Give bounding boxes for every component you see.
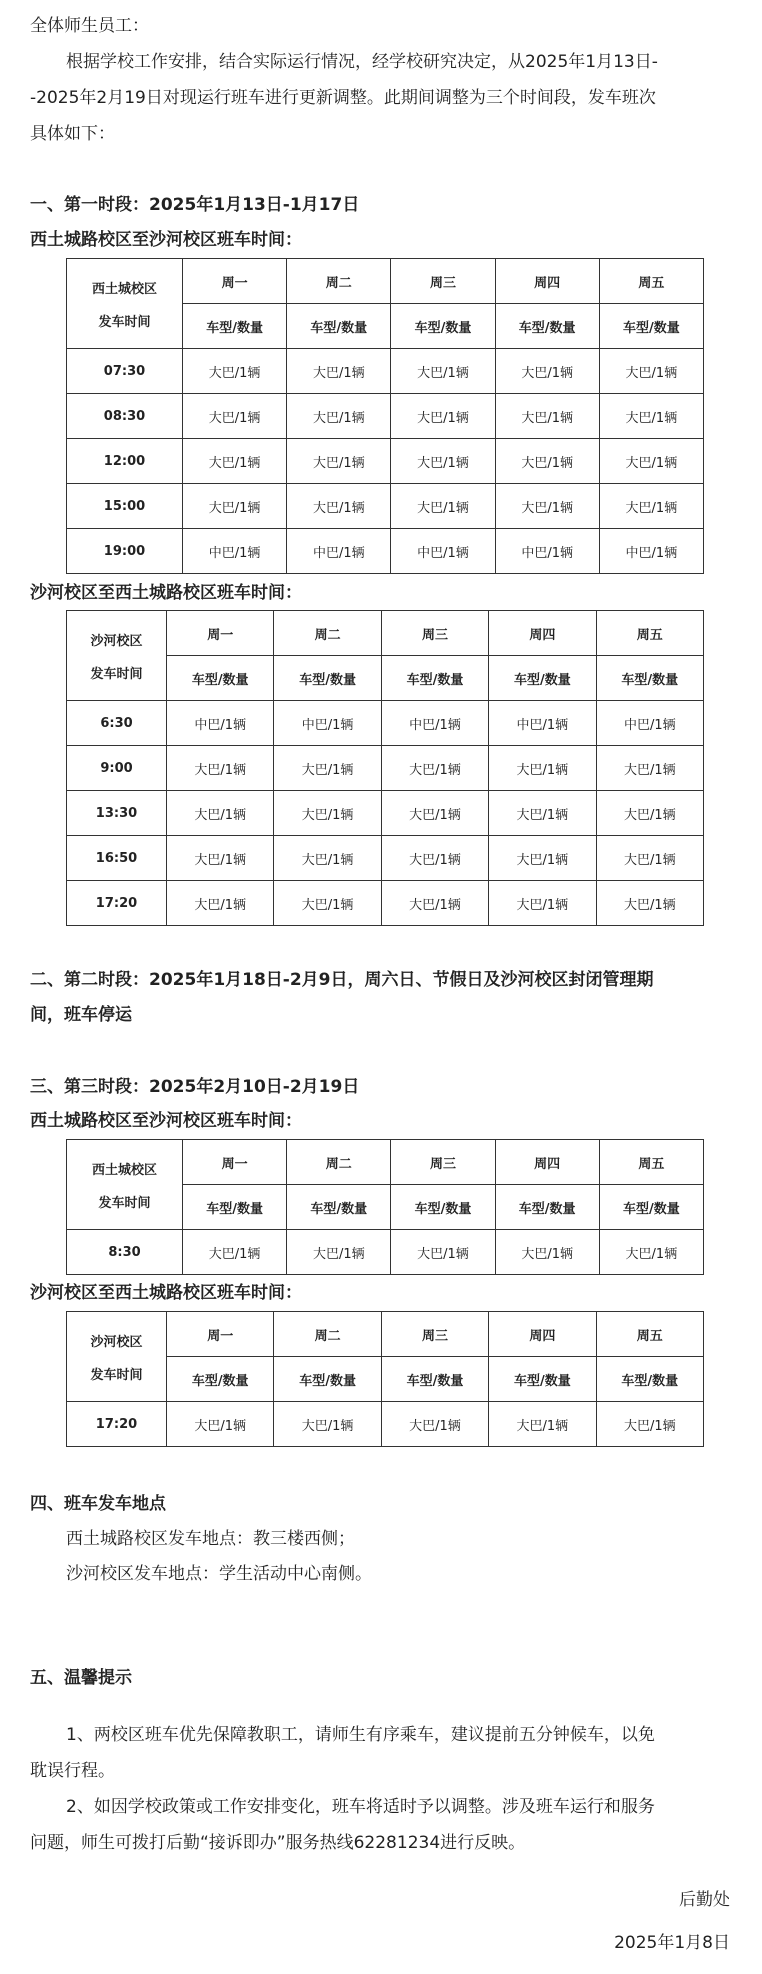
corner-bottom: 发车时间 <box>90 1367 143 1383</box>
vehicle-cell: 大巴/1辆 <box>596 836 703 881</box>
vehicle-cell: 中巴/1辆 <box>495 529 599 574</box>
subheader-cell: 车型/数量 <box>391 1185 495 1230</box>
table-row <box>67 836 704 881</box>
vehicle-cell: 中巴/1辆 <box>287 529 391 574</box>
corner-cell <box>67 1312 167 1402</box>
day-header: 周四 <box>489 611 596 656</box>
time-cell: 19:00 <box>67 529 183 574</box>
vehicle-cell: 中巴/1辆 <box>167 701 274 746</box>
vehicle-cell: 大巴/1辆 <box>391 1230 495 1275</box>
vehicle-cell: 大巴/1辆 <box>391 394 495 439</box>
subheader-cell: 车型/数量 <box>381 656 488 701</box>
vehicle-cell: 大巴/1辆 <box>274 746 381 791</box>
vehicle-cell: 大巴/1辆 <box>381 836 488 881</box>
vehicle-cell: 大巴/1辆 <box>381 791 488 836</box>
vehicle-cell: 大巴/1辆 <box>183 484 287 529</box>
vehicle-cell: 中巴/1辆 <box>391 529 495 574</box>
time-cell: 15:00 <box>67 484 183 529</box>
corner-cell <box>67 259 183 349</box>
vehicle-cell: 大巴/1辆 <box>599 394 703 439</box>
vehicle-cell: 大巴/1辆 <box>167 836 274 881</box>
vehicle-cell: 中巴/1辆 <box>489 701 596 746</box>
vehicle-cell: 大巴/1辆 <box>391 439 495 484</box>
vehicle-cell: 大巴/1辆 <box>274 1402 381 1447</box>
vehicle-cell: 大巴/1辆 <box>495 484 599 529</box>
subheader-cell: 车型/数量 <box>596 656 703 701</box>
time-cell: 6:30 <box>67 701 167 746</box>
intro-line-1: 根据学校工作安排，结合实际运行情况，经学校研究决定，从2025年1月13日- <box>66 52 658 72</box>
schedule-table-s1-shahe-to-xitucheng <box>66 610 704 926</box>
time-cell: 17:20 <box>67 1402 167 1447</box>
subheader-cell: 车型/数量 <box>391 304 495 349</box>
time-cell: 16:50 <box>67 836 167 881</box>
vehicle-cell: 大巴/1辆 <box>495 1230 599 1275</box>
corner-top: 沙河校区 <box>90 633 143 649</box>
vehicle-cell: 大巴/1辆 <box>183 394 287 439</box>
vehicle-cell: 中巴/1辆 <box>381 701 488 746</box>
vehicle-cell: 大巴/1辆 <box>287 439 391 484</box>
vehicle-cell: 大巴/1辆 <box>287 394 391 439</box>
tip-2-line-2: 问题，师生可拨打后勤“接诉即办”服务热线62281234进行反映。 <box>30 1833 526 1853</box>
vehicle-cell: 大巴/1辆 <box>599 484 703 529</box>
corner-cell <box>67 611 167 701</box>
vehicle-cell: 中巴/1辆 <box>599 529 703 574</box>
vehicle-cell: 中巴/1辆 <box>274 701 381 746</box>
vehicle-cell: 大巴/1辆 <box>596 1402 703 1447</box>
subheader-cell: 车型/数量 <box>495 1185 599 1230</box>
day-header: 周五 <box>599 1140 703 1185</box>
section4-heading: 四、班车发车地点 <box>30 1494 166 1514</box>
subheader-cell: 车型/数量 <box>167 1357 274 1402</box>
table-row <box>67 791 704 836</box>
table-row <box>67 484 704 529</box>
day-header: 周三 <box>381 1312 488 1357</box>
vehicle-cell: 大巴/1辆 <box>183 1230 287 1275</box>
time-cell: 8:30 <box>67 1230 183 1275</box>
section5-heading: 五、温馨提示 <box>30 1668 132 1688</box>
subheader-cell: 车型/数量 <box>381 1357 488 1402</box>
vehicle-cell: 大巴/1辆 <box>183 439 287 484</box>
section1-tableB-caption: 沙河校区至西土城路校区班车时间： <box>30 583 302 603</box>
section2-line-1: 二、第二时段：2025年1月18日-2月9日，周六日、节假日及沙河校区封闭管理期 <box>30 970 654 990</box>
vehicle-cell: 大巴/1辆 <box>381 746 488 791</box>
vehicle-cell: 大巴/1辆 <box>495 394 599 439</box>
pickup-location-xitucheng: 西土城路校区发车地点：教三楼西侧； <box>66 1529 355 1549</box>
subheader-cell: 车型/数量 <box>183 1185 287 1230</box>
vehicle-cell: 中巴/1辆 <box>596 701 703 746</box>
vehicle-cell: 大巴/1辆 <box>391 349 495 394</box>
vehicle-cell: 大巴/1辆 <box>489 791 596 836</box>
vehicle-cell: 大巴/1辆 <box>274 881 381 926</box>
vehicle-cell: 大巴/1辆 <box>599 349 703 394</box>
tip-1-line-2: 耽误行程。 <box>30 1761 115 1781</box>
time-cell: 13:30 <box>67 791 167 836</box>
vehicle-cell: 大巴/1辆 <box>596 791 703 836</box>
table-row <box>67 439 704 484</box>
corner-cell <box>67 1140 183 1230</box>
subheader-cell: 车型/数量 <box>599 304 703 349</box>
signature-date: 2025年1月8日 <box>614 1933 730 1953</box>
table-row <box>67 529 704 574</box>
vehicle-cell: 大巴/1辆 <box>489 746 596 791</box>
vehicle-cell: 大巴/1辆 <box>381 1402 488 1447</box>
table-row <box>67 881 704 926</box>
vehicle-cell: 大巴/1辆 <box>596 881 703 926</box>
day-header: 周一 <box>167 611 274 656</box>
pickup-location-shahe: 沙河校区发车地点：学生活动中心南侧。 <box>66 1564 372 1584</box>
day-header: 周五 <box>596 1312 703 1357</box>
section2-line-2: 间，班车停运 <box>30 1005 132 1025</box>
vehicle-cell: 大巴/1辆 <box>287 1230 391 1275</box>
schedule-table-s3-shahe-to-xitucheng <box>66 1311 704 1447</box>
section1-tableA-caption: 西土城路校区至沙河校区班车时间： <box>30 230 302 250</box>
day-header: 周二 <box>287 259 391 304</box>
vehicle-cell: 大巴/1辆 <box>183 349 287 394</box>
section3-heading: 三、第三时段：2025年2月10日-2月19日 <box>30 1077 360 1097</box>
day-header: 周一 <box>167 1312 274 1357</box>
corner-top: 西土城校区 <box>91 281 157 297</box>
corner-bottom: 发车时间 <box>98 314 151 330</box>
day-header: 周二 <box>274 1312 381 1357</box>
time-cell: 07:30 <box>67 349 183 394</box>
vehicle-cell: 大巴/1辆 <box>489 1402 596 1447</box>
vehicle-cell: 大巴/1辆 <box>489 881 596 926</box>
table-row <box>67 701 704 746</box>
day-header: 周三 <box>381 611 488 656</box>
vehicle-cell: 大巴/1辆 <box>489 836 596 881</box>
day-header: 周二 <box>274 611 381 656</box>
subheader-cell: 车型/数量 <box>495 304 599 349</box>
time-cell: 17:20 <box>67 881 167 926</box>
schedule-table-s3-xitucheng-to-shahe <box>66 1139 704 1275</box>
day-header: 周五 <box>596 611 703 656</box>
table-row <box>67 349 704 394</box>
signature-org: 后勤处 <box>679 1890 730 1910</box>
time-cell: 08:30 <box>67 394 183 439</box>
corner-top: 西土城校区 <box>91 1162 157 1178</box>
vehicle-cell: 大巴/1辆 <box>599 439 703 484</box>
tip-2-line-1: 2、如因学校政策或工作安排变化，班车将适时予以调整。涉及班车运行和服务 <box>66 1797 655 1817</box>
vehicle-cell: 中巴/1辆 <box>183 529 287 574</box>
day-header: 周四 <box>495 259 599 304</box>
day-header: 周二 <box>287 1140 391 1185</box>
subheader-cell: 车型/数量 <box>596 1357 703 1402</box>
intro-line-2: -2025年2月19日对现运行班车进行更新调整。此期间调整为三个时间段，发车班次 <box>30 88 656 108</box>
subheader-cell: 车型/数量 <box>183 304 287 349</box>
corner-top: 沙河校区 <box>90 1334 143 1350</box>
vehicle-cell: 大巴/1辆 <box>167 791 274 836</box>
subheader-cell: 车型/数量 <box>274 656 381 701</box>
table-row <box>67 394 704 439</box>
vehicle-cell: 大巴/1辆 <box>287 349 391 394</box>
subheader-cell: 车型/数量 <box>287 1185 391 1230</box>
section3-tableB-caption: 沙河校区至西土城路校区班车时间： <box>30 1283 302 1303</box>
vehicle-cell: 大巴/1辆 <box>495 349 599 394</box>
section1-heading: 一、第一时段：2025年1月13日-1月17日 <box>30 195 360 215</box>
table-row <box>67 1230 704 1275</box>
vehicle-cell: 大巴/1辆 <box>381 881 488 926</box>
table-row <box>67 746 704 791</box>
vehicle-cell: 大巴/1辆 <box>274 791 381 836</box>
tip-1-line-1: 1、两校区班车优先保障教职工，请师生有序乘车，建议提前五分钟候车，以免 <box>66 1725 655 1745</box>
corner-bottom: 发车时间 <box>90 666 143 682</box>
subheader-cell: 车型/数量 <box>489 656 596 701</box>
day-header: 周一 <box>183 259 287 304</box>
vehicle-cell: 大巴/1辆 <box>596 746 703 791</box>
subheader-cell: 车型/数量 <box>287 304 391 349</box>
subheader-cell: 车型/数量 <box>489 1357 596 1402</box>
corner-bottom: 发车时间 <box>98 1195 151 1211</box>
day-header: 周三 <box>391 259 495 304</box>
day-header: 周三 <box>391 1140 495 1185</box>
greeting: 全体师生员工： <box>30 16 149 36</box>
vehicle-cell: 大巴/1辆 <box>287 484 391 529</box>
vehicle-cell: 大巴/1辆 <box>167 746 274 791</box>
table-row <box>67 1402 704 1447</box>
day-header: 周五 <box>599 259 703 304</box>
section3-tableA-caption: 西土城路校区至沙河校区班车时间： <box>30 1111 302 1131</box>
vehicle-cell: 大巴/1辆 <box>274 836 381 881</box>
vehicle-cell: 大巴/1辆 <box>391 484 495 529</box>
day-header: 周四 <box>495 1140 599 1185</box>
schedule-table-s1-xitucheng-to-shahe <box>66 258 704 574</box>
vehicle-cell: 大巴/1辆 <box>495 439 599 484</box>
day-header: 周一 <box>183 1140 287 1185</box>
intro-line-3: 具体如下： <box>30 124 115 144</box>
vehicle-cell: 大巴/1辆 <box>167 1402 274 1447</box>
vehicle-cell: 大巴/1辆 <box>599 1230 703 1275</box>
subheader-cell: 车型/数量 <box>599 1185 703 1230</box>
time-cell: 12:00 <box>67 439 183 484</box>
day-header: 周四 <box>489 1312 596 1357</box>
time-cell: 9:00 <box>67 746 167 791</box>
vehicle-cell: 大巴/1辆 <box>167 881 274 926</box>
subheader-cell: 车型/数量 <box>167 656 274 701</box>
subheader-cell: 车型/数量 <box>274 1357 381 1402</box>
